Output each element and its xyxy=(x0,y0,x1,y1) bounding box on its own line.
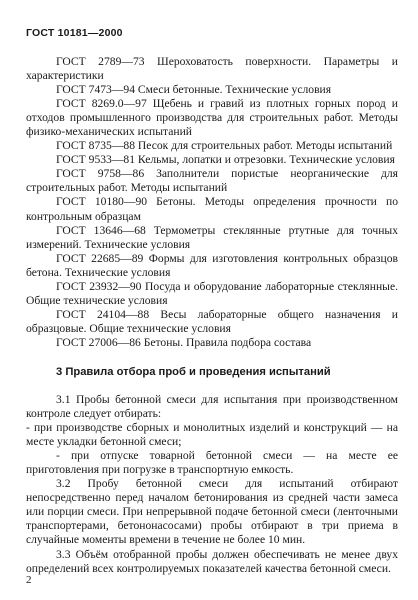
reference-item: ГОСТ 8735—88 Песок для строительных работ. Методы испытаний xyxy=(56,139,393,153)
clause-3-2: 3.2 Пробу бетонной смеси для испытаний отбирают непосредственно перед началом бетонирования из средней части замеса или порции смеси. При непрерывной подаче бетонной смеси (ленточными транспортерами, бетононасосами) пробы отбирают в три приема в случайные моменты времени в течение не более 10 мин. xyxy=(26,477,398,547)
reference-item: ГОСТ 9758—86 Заполнители пористые неорганические для строительных работ. Методы испытаний xyxy=(26,167,398,195)
clause-3-1-item: - при производстве сборных и монолитных изделий и конструкций — на месте укладки бетонной смеси; xyxy=(26,421,398,449)
reference-item: ГОСТ 10180—90 Бетоны. Методы определения прочности по контрольным образцам xyxy=(26,195,398,223)
reference-item: ГОСТ 13646—68 Термометры стеклянные ртутные для точных измерений. Технические условия xyxy=(26,223,398,251)
clause-3-3: 3.3 Объём отобранной пробы должен обеспечивать не менее двух определений всех контролируемых показателей качества бетонной смеси. xyxy=(26,547,398,575)
reference-item: ГОСТ 7473—94 Смеси бетонные. Технические условия xyxy=(56,83,332,97)
document-header: ГОСТ 10181—2000 xyxy=(26,27,123,39)
reference-item: ГОСТ 2789—73 Шероховатость поверхности. Параметры и характеристики xyxy=(26,55,398,83)
clause-3-1: 3.1 Пробы бетонной смеси для испытания при производственном контроле следует отбирать: xyxy=(26,392,398,421)
page-number: 2 xyxy=(26,574,32,586)
reference-item: ГОСТ 9533—81 Кельмы, лопатки и отрезовки. Технические условия xyxy=(56,153,395,167)
section-title: 3 Правила отбора проб и проведения испытаний xyxy=(56,365,331,378)
document-body xyxy=(26,55,398,576)
reference-item: ГОСТ 23932—90 Посуда и оборудование лабораторные стеклянные. Общие технические условия xyxy=(26,279,398,307)
reference-item: ГОСТ 24104—88 Весы лабораторные общего назначения и образцовые. Общие технические условия xyxy=(26,307,398,335)
reference-item: ГОСТ 22685—89 Формы для изготовления контрольных образцов бетона. Технические условия xyxy=(26,251,398,279)
reference-item: ГОСТ 8269.0—97 Щебень и гравий из плотных горных пород и отходов промышленного производства для строительных работ. Методы физико-механических испытаний xyxy=(26,97,398,139)
reference-item: ГОСТ 27006—86 Бетоны. Правила подбора состава xyxy=(56,335,312,349)
clause-3-1-item: - при отпуске товарной бетонной смеси — на месте ее приготовления при погрузке в транспортную емкость. xyxy=(26,449,398,477)
